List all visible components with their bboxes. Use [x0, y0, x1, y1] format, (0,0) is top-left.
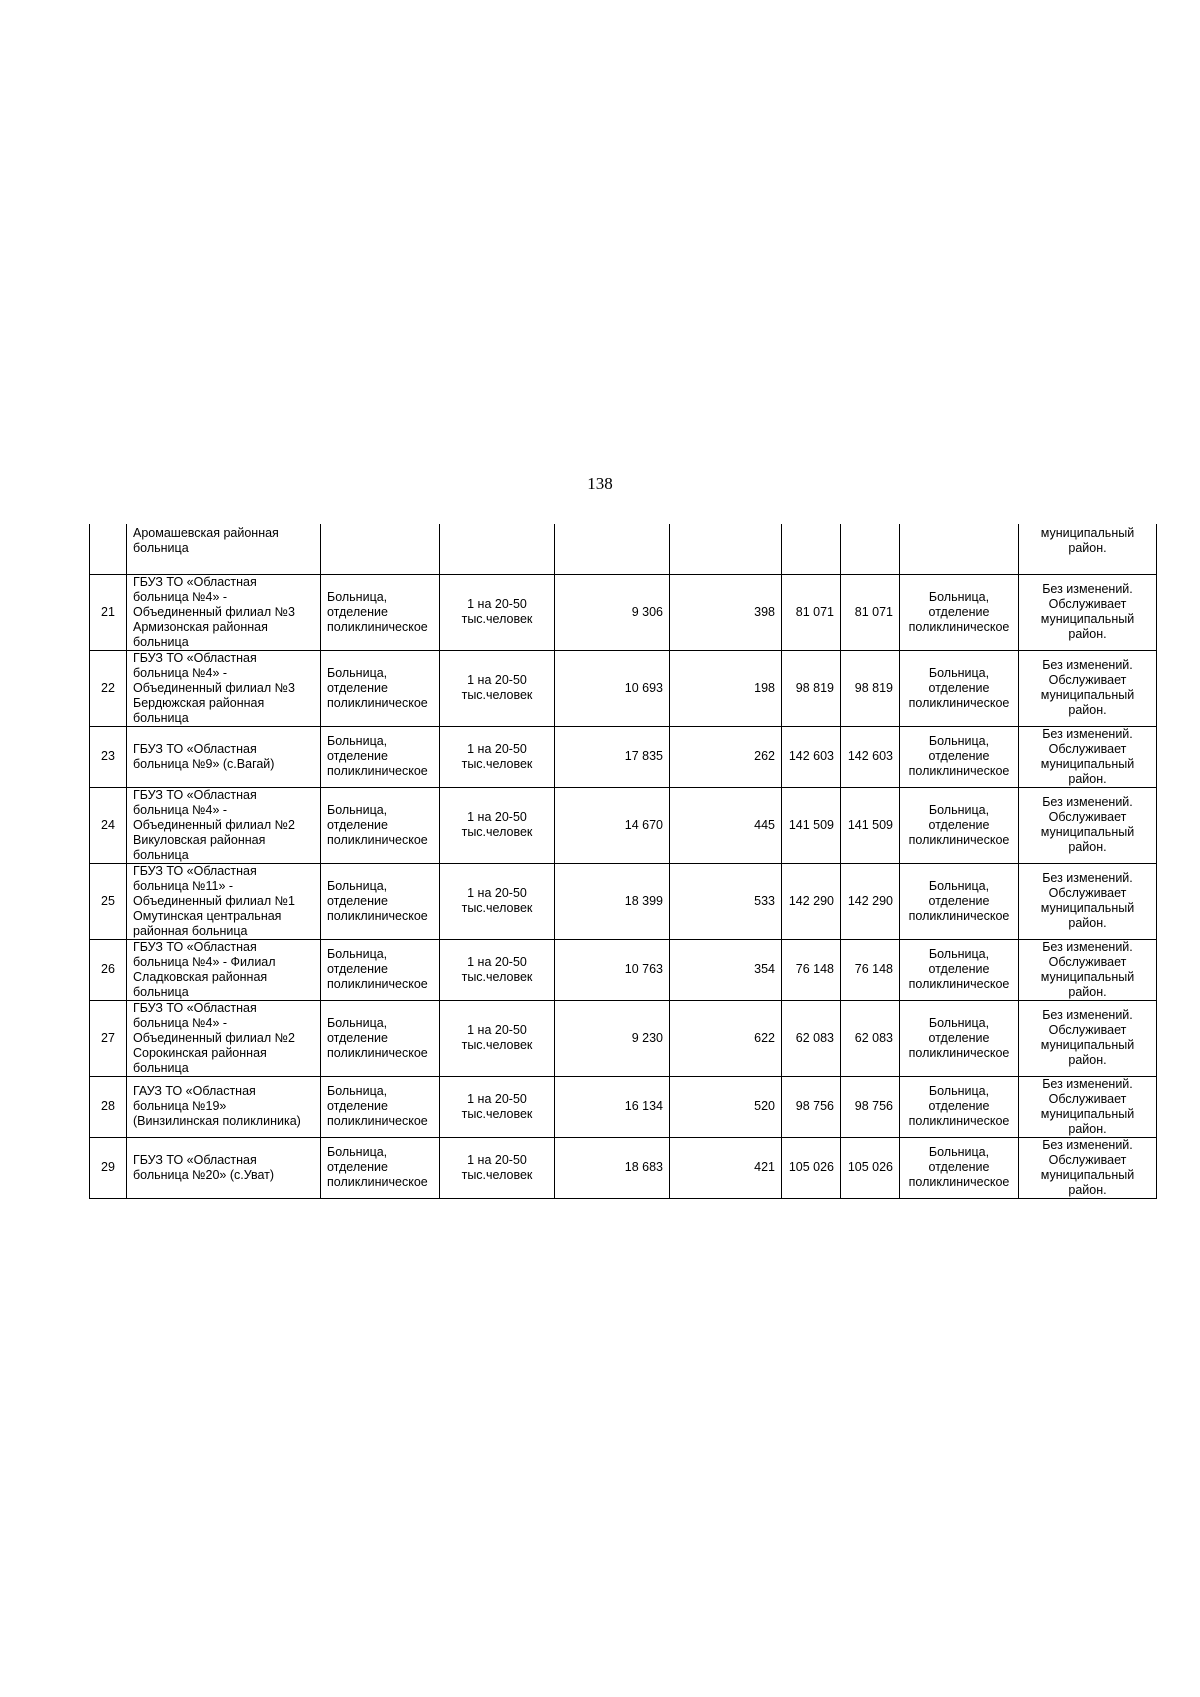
facility-type-planned: Больница, отделение поликлиническое — [900, 1076, 1019, 1137]
norm-cell: 1 на 20-50 тыс.человек — [440, 1000, 555, 1076]
facility-type: Больница, отделение поликлиническое — [321, 726, 440, 787]
facility-name: Аромашевская районная больница — [127, 524, 321, 574]
facility-type — [321, 524, 440, 574]
row-number: 24 — [90, 787, 127, 863]
value1-cell — [782, 524, 841, 574]
value1-cell: 76 148 — [782, 939, 841, 1000]
row-number: 28 — [90, 1076, 127, 1137]
facility-type-planned: Больница, отделение поликлиническое — [900, 650, 1019, 726]
row-number: 27 — [90, 1000, 127, 1076]
facility-type-planned: Больница, отделение поликлиническое — [900, 939, 1019, 1000]
count-cell: 533 — [670, 863, 782, 939]
value1-cell: 81 071 — [782, 574, 841, 650]
count-cell: 262 — [670, 726, 782, 787]
count-cell — [670, 524, 782, 574]
value2-cell: 105 026 — [841, 1137, 900, 1198]
page-number: 138 — [587, 474, 613, 493]
facility-name: ГБУЗ ТО «Областная больница №4» - Объединенный филиал №3 Армизонская районная больница — [127, 574, 321, 650]
facility-type-planned: Больница, отделение поликлиническое — [900, 863, 1019, 939]
norm-cell: 1 на 20-50 тыс.человек — [440, 1076, 555, 1137]
count-cell: 398 — [670, 574, 782, 650]
value1-cell: 98 756 — [782, 1076, 841, 1137]
facility-type-planned: Больница, отделение поликлиническое — [900, 726, 1019, 787]
norm-cell: 1 на 20-50 тыс.человек — [440, 726, 555, 787]
population-cell — [555, 524, 670, 574]
facility-type: Больница, отделение поликлиническое — [321, 650, 440, 726]
value2-cell: 142 290 — [841, 863, 900, 939]
note-cell: Без изменений. Обслуживает муниципальный район. — [1019, 1076, 1157, 1137]
facility-type-planned: Больница, отделение поликлиническое — [900, 787, 1019, 863]
table-row — [90, 1076, 1157, 1137]
facility-type-planned: Больница, отделение поликлиническое — [900, 574, 1019, 650]
facility-type: Больница, отделение поликлиническое — [321, 787, 440, 863]
value1-cell: 142 603 — [782, 726, 841, 787]
population-cell: 16 134 — [555, 1076, 670, 1137]
table-row — [90, 939, 1157, 1000]
note-cell: Без изменений. Обслуживает муниципальный район. — [1019, 574, 1157, 650]
row-number: 21 — [90, 574, 127, 650]
facility-type: Больница, отделение поликлиническое — [321, 1076, 440, 1137]
facility-name: ГБУЗ ТО «Областная больница №4» - Объединенный филиал №3 Бердюжская районная больница — [127, 650, 321, 726]
value2-cell: 76 148 — [841, 939, 900, 1000]
facility-type-planned: Больница, отделение поликлиническое — [900, 1137, 1019, 1198]
norm-cell: 1 на 20-50 тыс.человек — [440, 787, 555, 863]
value1-cell: 98 819 — [782, 650, 841, 726]
table-row — [90, 787, 1157, 863]
facility-type: Больница, отделение поликлиническое — [321, 939, 440, 1000]
table-row — [90, 1137, 1157, 1198]
table-row — [90, 863, 1157, 939]
value1-cell: 141 509 — [782, 787, 841, 863]
note-cell: Без изменений. Обслуживает муниципальный район. — [1019, 939, 1157, 1000]
facility-name: ГБУЗ ТО «Областная больница №4» - Филиал Сладковская районная больница — [127, 939, 321, 1000]
note-cell: муниципальный район. — [1019, 524, 1157, 574]
note-cell: Без изменений. Обслуживает муниципальный район. — [1019, 787, 1157, 863]
norm-cell: 1 на 20-50 тыс.человек — [440, 939, 555, 1000]
value1-cell: 105 026 — [782, 1137, 841, 1198]
facility-type: Больница, отделение поликлиническое — [321, 1137, 440, 1198]
count-cell: 520 — [670, 1076, 782, 1137]
value2-cell: 98 756 — [841, 1076, 900, 1137]
population-cell: 10 693 — [555, 650, 670, 726]
note-cell: Без изменений. Обслуживает муниципальный район. — [1019, 1000, 1157, 1076]
row-number: 26 — [90, 939, 127, 1000]
count-cell: 354 — [670, 939, 782, 1000]
population-cell: 18 683 — [555, 1137, 670, 1198]
row-number: 23 — [90, 726, 127, 787]
table-row — [90, 650, 1157, 726]
table-row — [90, 726, 1157, 787]
population-cell: 9 306 — [555, 574, 670, 650]
facility-name: ГБУЗ ТО «Областная больница №9» (с.Вагай) — [127, 726, 321, 787]
population-cell: 18 399 — [555, 863, 670, 939]
population-cell: 14 670 — [555, 787, 670, 863]
norm-cell: 1 на 20-50 тыс.человек — [440, 863, 555, 939]
value2-cell: 142 603 — [841, 726, 900, 787]
row-number: 25 — [90, 863, 127, 939]
note-cell: Без изменений. Обслуживает муниципальный район. — [1019, 726, 1157, 787]
facilities-table — [89, 524, 1157, 1199]
count-cell: 622 — [670, 1000, 782, 1076]
facility-name: ГБУЗ ТО «Областная больница №20» (с.Уват) — [127, 1137, 321, 1198]
facility-type-planned: Больница, отделение поликлиническое — [900, 1000, 1019, 1076]
facility-type: Больница, отделение поликлиническое — [321, 574, 440, 650]
value1-cell: 62 083 — [782, 1000, 841, 1076]
count-cell: 421 — [670, 1137, 782, 1198]
row-number: 22 — [90, 650, 127, 726]
norm-cell: 1 на 20-50 тыс.человек — [440, 1137, 555, 1198]
value1-cell: 142 290 — [782, 863, 841, 939]
count-cell: 198 — [670, 650, 782, 726]
population-cell: 17 835 — [555, 726, 670, 787]
note-cell: Без изменений. Обслуживает муниципальный район. — [1019, 863, 1157, 939]
population-cell: 9 230 — [555, 1000, 670, 1076]
table-row — [90, 574, 1157, 650]
value2-cell: 62 083 — [841, 1000, 900, 1076]
value2-cell: 81 071 — [841, 574, 900, 650]
facility-name: ГБУЗ ТО «Областная больница №11» - Объединенный филиал №1 Омутинская центральная районная больница — [127, 863, 321, 939]
value2-cell: 141 509 — [841, 787, 900, 863]
value2-cell — [841, 524, 900, 574]
norm-cell: 1 на 20-50 тыс.человек — [440, 574, 555, 650]
value2-cell: 98 819 — [841, 650, 900, 726]
facility-name: ГБУЗ ТО «Областная больница №4» - Объединенный филиал №2 Викуловская районная больница — [127, 787, 321, 863]
continuation-row — [90, 524, 1157, 574]
table-row — [90, 1000, 1157, 1076]
row-number — [90, 524, 127, 574]
population-cell: 10 763 — [555, 939, 670, 1000]
facility-type: Больница, отделение поликлиническое — [321, 1000, 440, 1076]
note-cell: Без изменений. Обслуживает муниципальный район. — [1019, 650, 1157, 726]
facility-name: ГБУЗ ТО «Областная больница №4» - Объединенный филиал №2 Сорокинская районная больница — [127, 1000, 321, 1076]
facility-type-planned — [900, 524, 1019, 574]
note-cell: Без изменений. Обслуживает муниципальный район. — [1019, 1137, 1157, 1198]
row-number: 29 — [90, 1137, 127, 1198]
norm-cell: 1 на 20-50 тыс.человек — [440, 650, 555, 726]
facility-type: Больница, отделение поликлиническое — [321, 863, 440, 939]
norm-cell — [440, 524, 555, 574]
facility-name: ГАУЗ ТО «Областная больница №19» (Винзилинская поликлиника) — [127, 1076, 321, 1137]
count-cell: 445 — [670, 787, 782, 863]
